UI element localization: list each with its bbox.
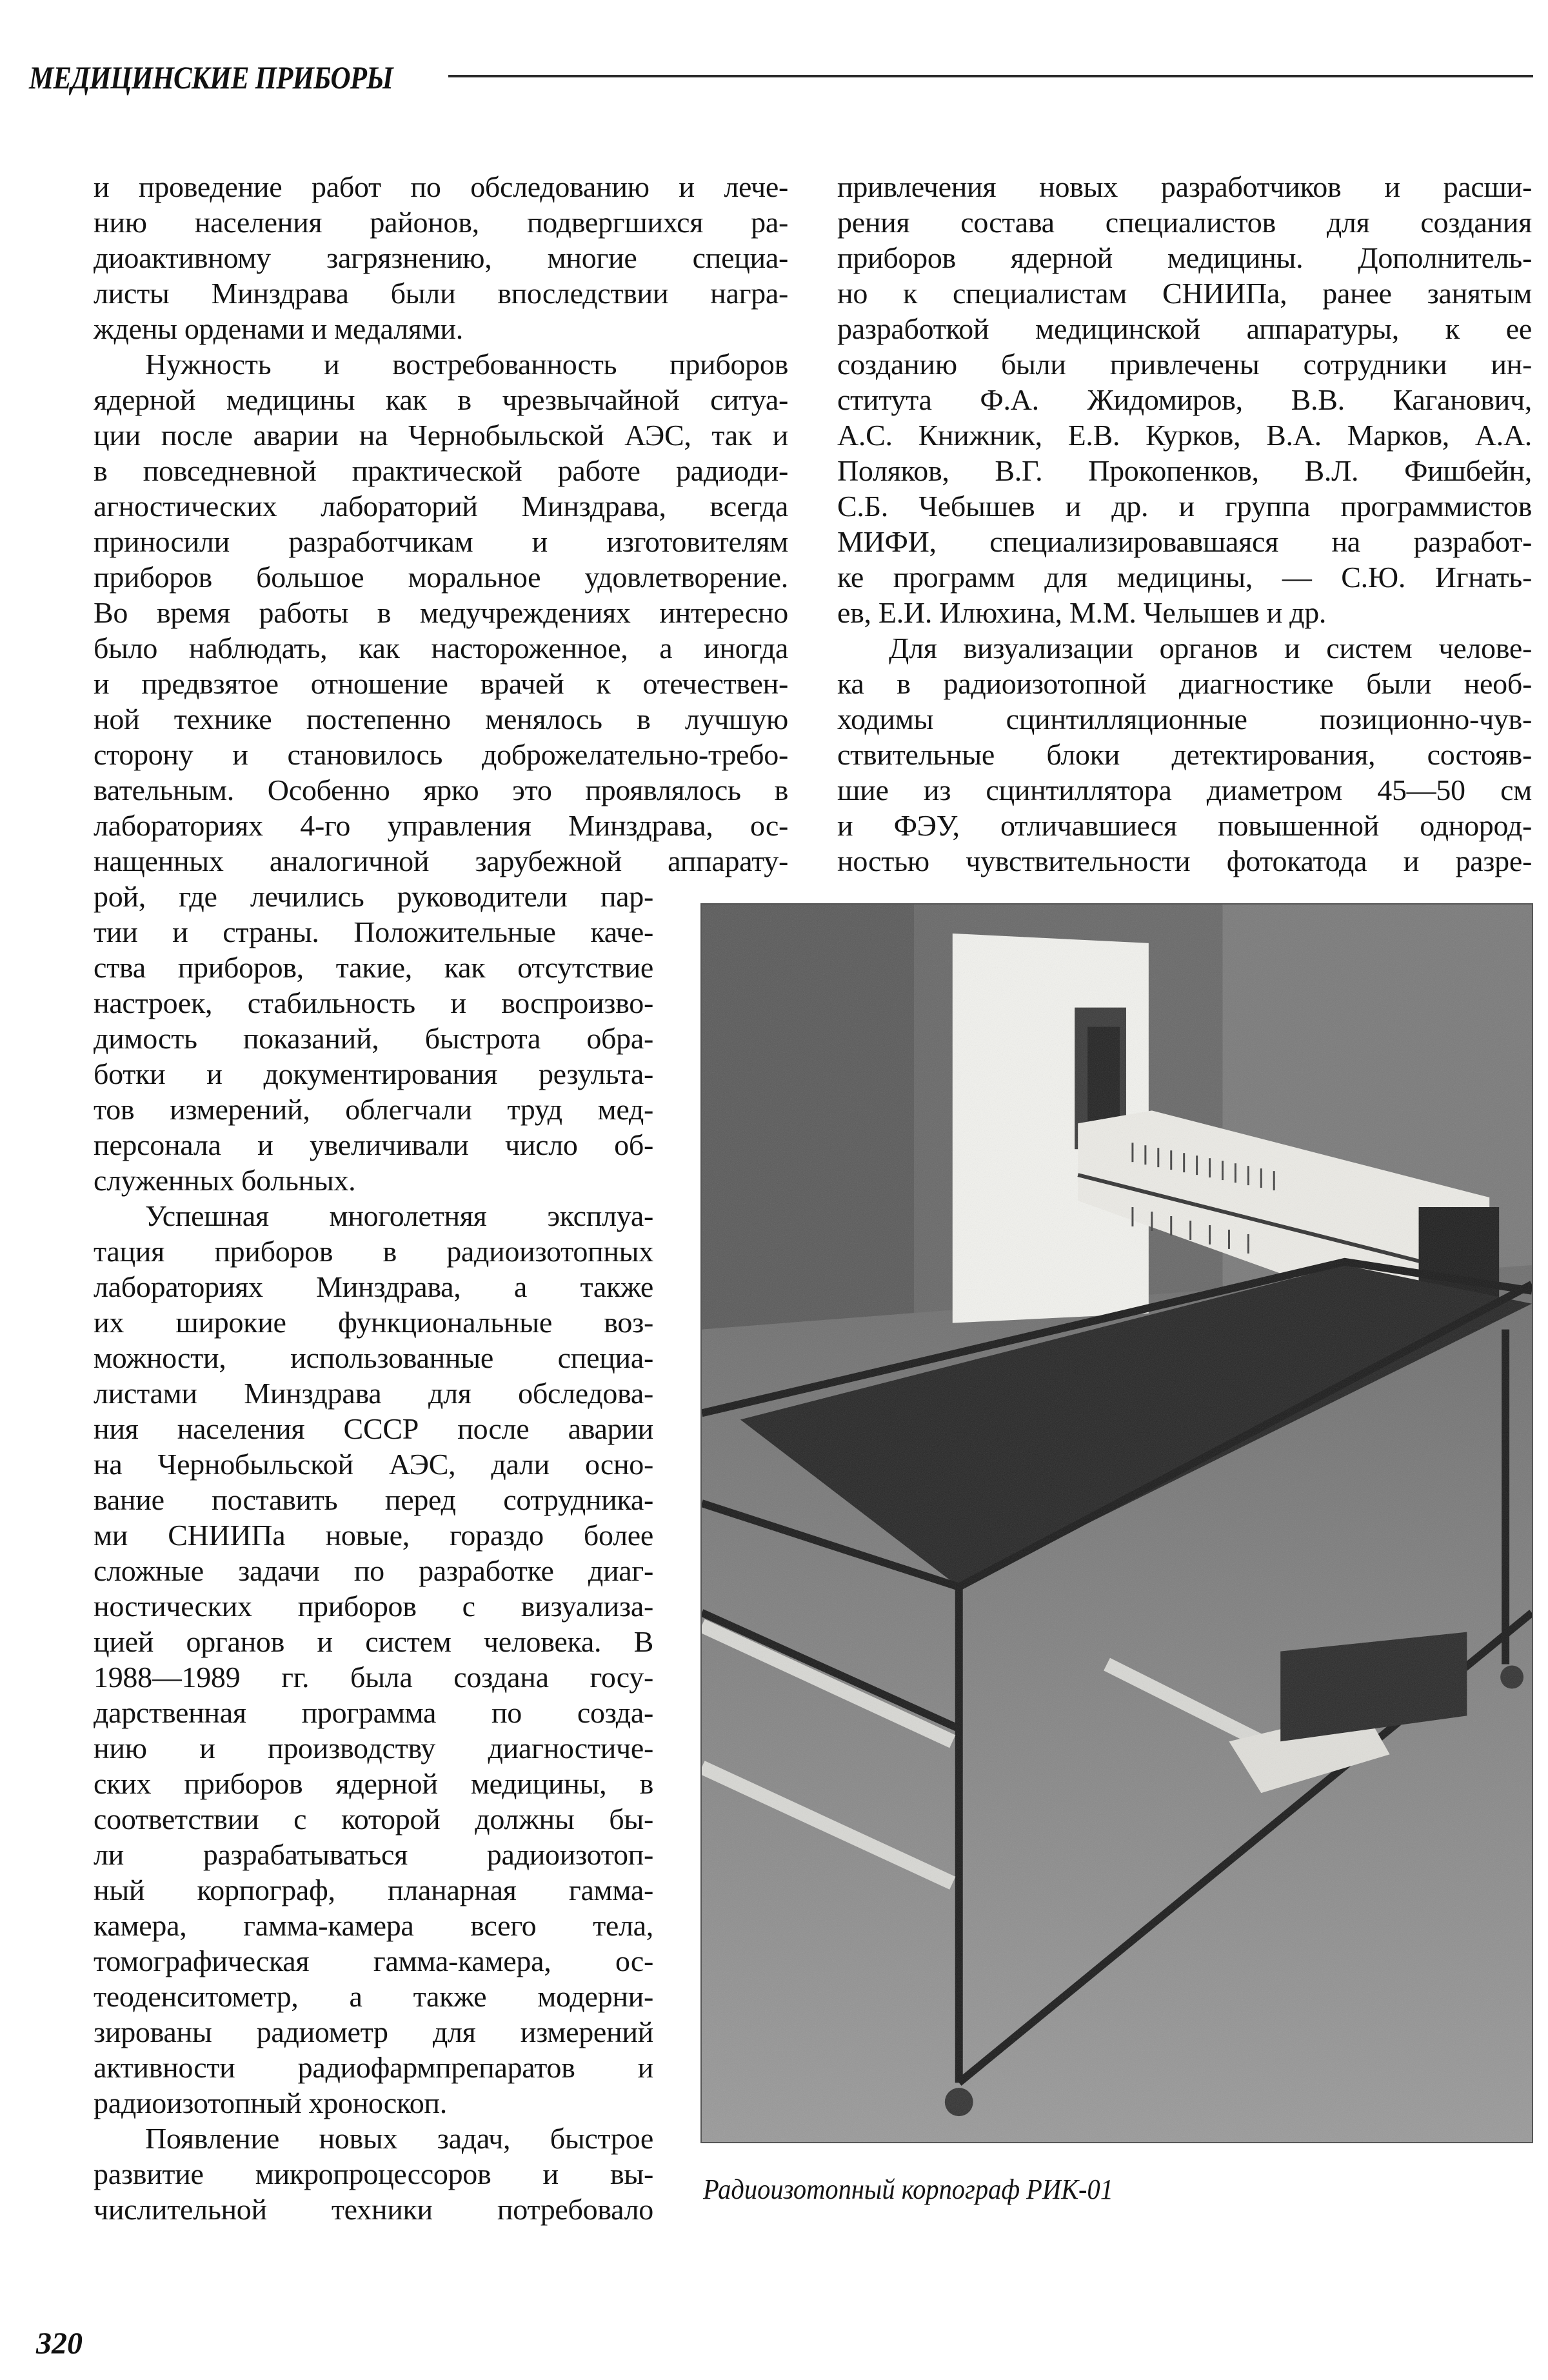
text-line: созданию были привлечены сотрудники ин- bbox=[837, 348, 1532, 381]
text-line: активности радиофармпрепаратов и bbox=[94, 2051, 653, 2084]
text-line: Успешная многолетняя эксплуа- bbox=[145, 1199, 653, 1232]
text-line: листы Минздрава были впоследствии награ- bbox=[94, 277, 788, 310]
text-line: вательным. Особенно ярко это проявлялось в bbox=[94, 774, 788, 806]
text-line: агностических лабораторий Минздрава, всегда bbox=[94, 490, 788, 523]
text-line: числительной техники потребовало bbox=[94, 2193, 653, 2226]
left-column-narrow-text bbox=[94, 879, 653, 2227]
text-line: Поляков, В.Г. Прокопенков, В.Л. Фишбейн, bbox=[837, 454, 1532, 487]
text-line: Для визуализации органов и систем челове- bbox=[889, 632, 1532, 665]
text-line: вание поставить перед сотрудника- bbox=[94, 1483, 653, 1516]
text-line: ния населения СССР после аварии bbox=[94, 1412, 653, 1445]
text-line: привлечения новых разработчиков и расши- bbox=[837, 170, 1532, 203]
text-line: дарственная программа по созда- bbox=[94, 1696, 653, 1729]
running-head-title: МЕДИЦИНСКИЕ ПРИБОРЫ bbox=[29, 59, 393, 95]
text-line: ских приборов ядерной медицины, в bbox=[94, 1767, 653, 1800]
text-line: развитие микропроцессоров и вы- bbox=[94, 2157, 653, 2190]
text-line: шие из сцинтиллятора диаметром 45—50 см bbox=[837, 774, 1532, 806]
text-line: МИФИ, специализировавшаяся на разработ- bbox=[837, 525, 1532, 558]
corpograph-illustration bbox=[702, 905, 1532, 2142]
text-line: ной технике постепенно менялось в лучшую bbox=[94, 703, 788, 735]
text-line: Нужность и востребованность приборов bbox=[145, 348, 788, 381]
text-line: на Чернобыльской АЭС, дали осно- bbox=[94, 1448, 653, 1481]
text-line: нию и производству диагностиче- bbox=[94, 1732, 653, 1765]
text-line: ствительные блоки детектирования, состояв- bbox=[837, 738, 1532, 771]
text-line: теоденситометр, а также модерни- bbox=[94, 1980, 653, 2013]
text-line: сторону и становилось доброжелательно-требо- bbox=[94, 738, 788, 771]
text-line: ходимы сцинтилляционные позиционно-чув- bbox=[837, 703, 1532, 735]
text-line: ядерной медицины как в чрезвычайной ситуа- bbox=[94, 383, 788, 416]
text-line: димость показаний, быстрота обра- bbox=[94, 1022, 653, 1055]
text-line: ждены орденами и медалями. bbox=[94, 312, 463, 345]
text-line: Во время работы в медучреждениях интересно bbox=[94, 596, 788, 629]
text-line: можности, использованные специа- bbox=[94, 1341, 653, 1374]
text-line: персонала и увеличивали число об- bbox=[94, 1128, 653, 1161]
text-line: соответствии с которой должны бы- bbox=[94, 1803, 653, 1835]
text-line: ми СНИИПа новые, гораздо более bbox=[94, 1519, 653, 1552]
text-line: сложные задачи по разработке диаг- bbox=[94, 1554, 653, 1587]
running-head-rule bbox=[448, 75, 1533, 77]
text-line: ка в радиоизотопной диагностике были необ- bbox=[837, 667, 1532, 700]
text-line: А.С. Книжник, Е.В. Курков, В.А. Марков, А.А. bbox=[837, 419, 1532, 452]
text-line: ства приборов, такие, как отсутствие bbox=[94, 951, 653, 984]
text-line: лабораториях 4-го управления Минздрава, ос- bbox=[94, 809, 788, 842]
text-line: диоактивному загрязнению, многие специа- bbox=[94, 241, 788, 274]
text-line: ботки и документирования результа- bbox=[94, 1057, 653, 1090]
text-line: их широкие функциональные воз- bbox=[94, 1306, 653, 1339]
page-number: 320 bbox=[36, 2326, 83, 2361]
text-line: приборов ядерной медицины. Дополнитель- bbox=[837, 241, 1532, 274]
text-line: камера, гамма-камера всего тела, bbox=[94, 1909, 653, 1942]
text-line: служенных больных. bbox=[94, 1164, 356, 1197]
text-line: приборов большое моральное удовлетворение. bbox=[94, 561, 788, 594]
text-line: и ФЭУ, отличавшиеся повышенной однород- bbox=[837, 809, 1532, 842]
text-line: ев, Е.И. Илюхина, М.М. Челышев и др. bbox=[837, 596, 1327, 629]
text-line: ции после аварии на Чернобыльской АЭС, так и bbox=[94, 419, 788, 452]
text-line: рения состава специалистов для создания bbox=[837, 206, 1532, 239]
text-line: ке программ для медицины, — С.Ю. Игнать- bbox=[837, 561, 1532, 594]
text-line: нию населения районов, подвергшихся ра- bbox=[94, 206, 788, 239]
text-line: в повседневной практической работе радиоди- bbox=[94, 454, 788, 487]
text-line: рой, где лечились руководители пар- bbox=[94, 880, 653, 913]
text-line: ный корпограф, планарная гамма- bbox=[94, 1874, 653, 1906]
text-line: ли разрабатываться радиоизотоп- bbox=[94, 1838, 653, 1871]
left-column-text bbox=[94, 169, 788, 879]
text-line: и проведение работ по обследованию и лече- bbox=[94, 170, 788, 203]
text-line: тов измерений, облегчали труд мед- bbox=[94, 1093, 653, 1126]
text-line: С.Б. Чебышев и др. и группа программистов bbox=[837, 490, 1532, 523]
figure-caption: Радиоизотопный корпограф РИК-01 bbox=[703, 2174, 1113, 2205]
text-line: листами Минздрава для обследова- bbox=[94, 1377, 653, 1410]
text-line: цией органов и систем человека. В bbox=[94, 1625, 653, 1658]
text-line: было наблюдать, как настороженное, а иногда bbox=[94, 632, 788, 665]
text-line: ностью чувствительности фотокатода и разре- bbox=[837, 845, 1532, 877]
text-line: ностических приборов с визуализа- bbox=[94, 1590, 653, 1623]
text-line: приносили разработчикам и изготовителям bbox=[94, 525, 788, 558]
text-line: томографическая гамма-камера, ос- bbox=[94, 1945, 653, 1977]
corpograph-photo bbox=[700, 903, 1533, 2143]
text-line: но к специалистам СНИИПа, ранее занятым bbox=[837, 277, 1532, 310]
text-line: настроек, стабильность и воспроизво- bbox=[94, 986, 653, 1019]
text-line: тии и страны. Положительные каче- bbox=[94, 915, 653, 948]
text-line: ститута Ф.А. Жидомиров, В.В. Каганович, bbox=[837, 383, 1532, 416]
text-line: радиоизотопный хроноскоп. bbox=[94, 2086, 447, 2119]
text-line: разработкой медицинской аппаратуры, к ее bbox=[837, 312, 1532, 345]
text-line: нащенных аналогичной зарубежной аппарату- bbox=[94, 845, 788, 877]
text-line: 1988—1989 гг. была создана госу- bbox=[94, 1661, 653, 1694]
text-line: Появление новых задач, быстрое bbox=[145, 2122, 653, 2155]
right-column-text bbox=[837, 169, 1532, 879]
text-line: лабораториях Минздрава, а также bbox=[94, 1270, 653, 1303]
text-line: тация приборов в радиоизотопных bbox=[94, 1235, 653, 1268]
text-line: и предвзятое отношение врачей к отечествен- bbox=[94, 667, 788, 700]
text-line: зированы радиометр для измерений bbox=[94, 2015, 653, 2048]
